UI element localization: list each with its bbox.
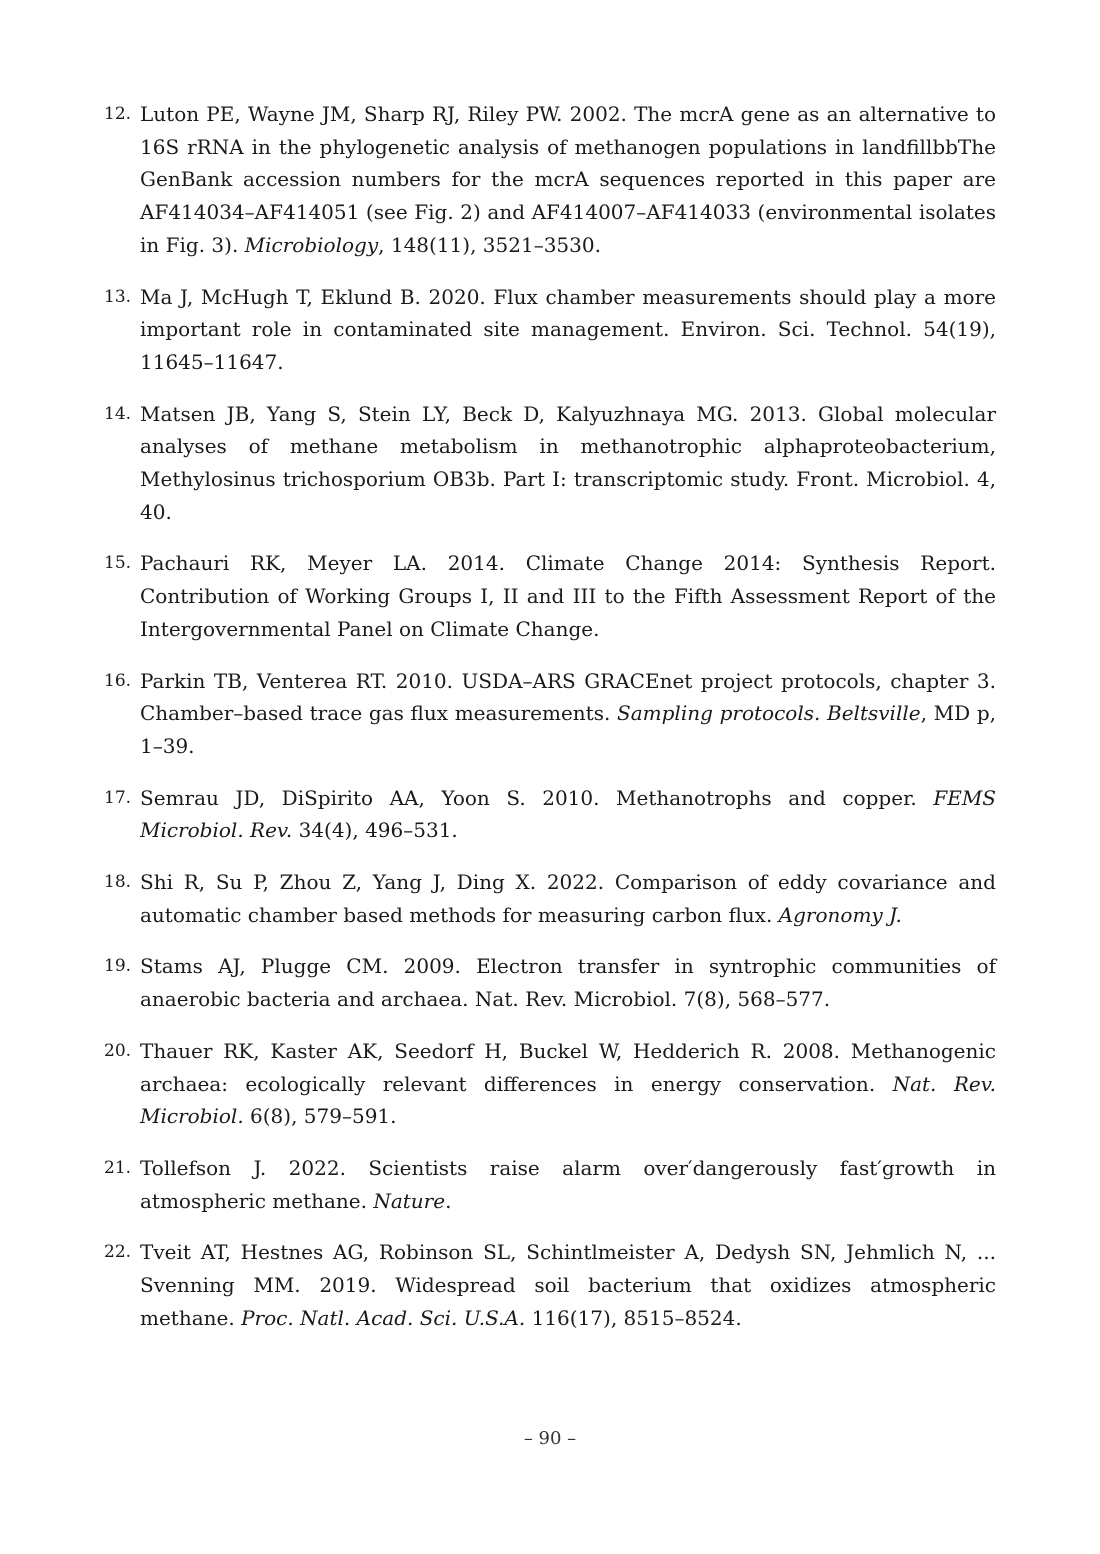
reference-number: 15. — [104, 553, 132, 574]
reference-text-segment: Shi R, Su P, Zhou Z, Yang J, Ding X. 2022. Comparison of eddy covariance and automatic chamber based methods for measuring carbon flux. — [140, 870, 996, 927]
reference-text — [140, 402, 996, 524]
reference-number: 20. — [104, 1040, 132, 1061]
reference-item — [104, 950, 996, 1015]
reference-text — [140, 1039, 996, 1128]
reference-item — [104, 782, 996, 847]
reference-text — [140, 669, 996, 758]
reference-number: 13. — [104, 286, 132, 307]
reference-text-segment: Parkin TB, Venterea RT. 2010. USDA–ARS GRACEnet project protocols, chapter 3. Chamber–based trace gas flux measurements. — [140, 668, 996, 726]
reference-text-segment: . — [445, 1188, 452, 1213]
reference-number: 19. — [104, 956, 132, 977]
reference-number: 22. — [104, 1242, 132, 1263]
reference-text — [140, 870, 996, 927]
reference-text-segment: 34(4), 496–531. — [292, 818, 458, 843]
reference-journal-italic: Microbiology — [244, 232, 379, 257]
reference-number: 17. — [104, 787, 132, 808]
page-number: – 90 – — [523, 1428, 577, 1449]
reference-text-segment: Semrau JD, DiSpirito AA, Yoon S. 2010. Methanotrophs and copper. — [140, 785, 934, 810]
reference-item — [104, 1152, 996, 1217]
reference-text — [140, 954, 996, 1011]
reference-journal-italic: Nature — [373, 1188, 446, 1213]
reference-item — [104, 398, 996, 529]
reference-item — [104, 98, 996, 262]
reference-journal-italic: Proc. Natl. Acad. Sci. U.S.A. — [241, 1305, 526, 1330]
reference-text-segment: Tveit AT, Hestnes AG, Robinson SL, Schintlmeister A, Dedysh SN, Jehmlich N, ... Svenning MM. 2019. Widespread soil bacterium that oxidizes atmospheric methane. — [140, 1240, 996, 1330]
reference-text-segment: Thauer RK, Kaster AK, Seedorf H, Buckel W, Hedderich R. 2008. Methanogenic archaea: ecologically relevant differences in energy conservation. — [140, 1038, 996, 1096]
reference-text-segment: , 148(11), 3521–3530. — [378, 232, 601, 257]
reference-list — [104, 98, 996, 1354]
reference-item — [104, 1236, 996, 1334]
reference-text-segment: 116(17), 8515–8524. — [525, 1305, 742, 1330]
reference-text — [140, 285, 996, 374]
reference-journal-italic: Nat. Rev. Microbiol. — [140, 1071, 996, 1129]
reference-text-segment: Ma J, McHugh T, Eklund B. 2020. Flux chamber measurements should play a more important role in contaminated site management. Environ. Sci. Technol. 54(19), 11645–11647. — [140, 284, 996, 374]
reference-text — [140, 1156, 996, 1213]
reference-number: 18. — [104, 872, 132, 893]
reference-item — [104, 665, 996, 763]
reference-text — [140, 551, 996, 640]
reference-text-segment: Luton PE, Wayne JM, Sharp RJ, Riley PW. 2002. The mcrA gene as an alternative to 16S rRNA in the phylogenetic analysis of methanogen populations in landfillbbThe GenBank accession numbers for the mcrA sequences reported in this paper are AF414034–AF414051 (see Fig. 2) and AF414007–AF414033 (environmental isolates in Fig. 3). — [140, 102, 996, 257]
reference-text — [140, 786, 996, 843]
reference-number: 16. — [104, 670, 132, 691]
reference-text-segment: Stams AJ, Plugge CM. 2009. Electron transfer in syntrophic communities of anaerobic bacteria and archaea. Nat. Rev. Microbiol. 7(8), 568–577. — [140, 954, 996, 1012]
reference-number: 12. — [104, 104, 132, 124]
reference-journal-italic: Agronomy J. — [778, 902, 902, 927]
reference-number: 21. — [104, 1157, 132, 1178]
reference-journal-italic: Sampling protocols. Beltsville — [617, 701, 921, 726]
reference-text-segment: 6(8), 579–591. — [243, 1104, 397, 1129]
reference-item — [104, 547, 996, 645]
reference-journal-italic: FEMS Microbiol. Rev. — [140, 785, 996, 843]
reference-item — [104, 1035, 996, 1133]
reference-text-segment: Pachauri RK, Meyer LA. 2014. Climate Change 2014: Synthesis Report. Contribution of Working Groups I, II and III to the Fifth Assessment Report of the Intergovernmental Panel on Climate Change. — [140, 551, 996, 641]
reference-text-segment: Matsen JB, Yang S, Stein LY, Beck D, Kalyuzhnaya MG. 2013. Global molecular analyses of methane metabolism in methanotrophic alphaproteobacterium, Methylosinus trichosporium OB3b. Part I: transcriptomic study. Front. Microbiol. 4, 40. — [140, 401, 996, 524]
reference-item — [104, 281, 996, 379]
reference-item — [104, 866, 996, 931]
reference-number: 14. — [104, 403, 132, 424]
reference-text — [140, 102, 996, 257]
reference-text — [140, 1240, 996, 1329]
reference-text-segment: , MD p, 1–39. — [140, 701, 997, 758]
reference-text-segment: Tollefson J. 2022. Scientists raise alarm over′dangerously fast′growth in atmospheric methane. — [140, 1155, 996, 1213]
